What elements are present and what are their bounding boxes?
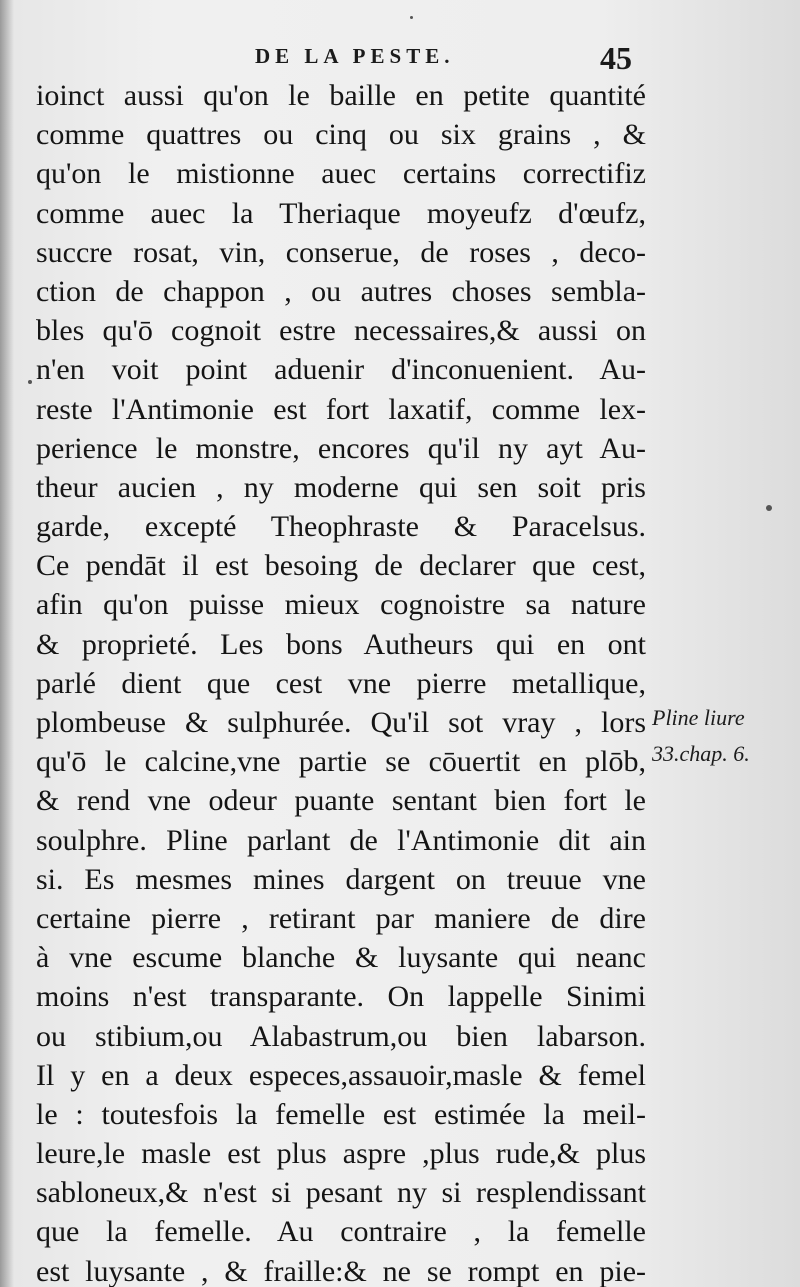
text-line: est luysante , & fraille:& ne se rompt en pie- — [36, 1254, 646, 1287]
text-line: qu'on le mistionne auec certains correctifiz — [36, 157, 646, 191]
text-line: Il y en a deux especes,assauoir,masle & femel — [36, 1058, 646, 1092]
text-line: ioinct aussi qu'on le baille en petite quantité — [36, 79, 646, 112]
text-line: & proprieté. Les bons Autheurs qui en ont — [36, 627, 646, 661]
ink-speck — [766, 505, 772, 511]
text-line: si. Es mesmes mines dargent on treuue vne — [36, 862, 646, 896]
text-line: soulphre. Pline parlant de l'Antimonie dit ain — [36, 823, 646, 857]
page-number: 45 — [600, 40, 632, 76]
text-line: ction de chappon , ou autres choses sembla- — [36, 274, 646, 308]
text-line: reste l'Antimonie est fort laxatif, comme lex- — [36, 392, 646, 426]
ink-speck — [410, 16, 413, 19]
text-line: comme auec la Theriaque moyeufz d'œufz, — [36, 196, 646, 230]
margin-note-line: Pline liure — [652, 705, 745, 730]
margin-note — [652, 700, 750, 772]
text-line: que la femelle. Au contraire , la femelle — [36, 1215, 646, 1249]
ink-speck — [28, 380, 32, 384]
text-line: n'en voit point aduenir d'inconuenient. Au- — [36, 353, 646, 387]
text-line: sabloneux,& n'est si pesant ny si resplendissant — [36, 1176, 646, 1210]
text-line: bles qu'ō cognoit estre necessaires,& aussi on — [36, 314, 646, 348]
text-line: moins n'est transparante. On lappelle Sinimi — [36, 980, 646, 1014]
text-line: à vne escume blanche & luysante qui neanc — [36, 941, 646, 975]
text-line: certaine pierre , retirant par maniere de dire — [36, 901, 646, 935]
margin-note-line: 33.chap. 6. — [652, 741, 750, 766]
text-line: afin qu'on puisse mieux cognoistre sa nature — [36, 588, 646, 622]
text-line: ou stibium,ou Alabastrum,ou bien labarson. — [36, 1019, 646, 1053]
text-line: theur aucien , ny moderne qui sen soit pris — [36, 470, 646, 504]
text-line: Ce pendāt il est besoing de declarer que cest, — [36, 549, 646, 583]
text-line: plombeuse & sulphurée. Qu'il sot vray , lors — [36, 706, 646, 739]
text-line: succre rosat, vin, conserue, de roses , deco- — [36, 235, 646, 269]
text-line: garde, excepté Theophraste & Paracelsus. — [36, 510, 646, 544]
text-line: parlé dient que cest vne pierre metallique, — [36, 666, 646, 700]
text-line: perience le monstre, encores qu'il ny ayt Au- — [36, 431, 646, 465]
text-line: comme quattres ou cinq ou six grains , & — [36, 118, 646, 152]
text-line: leure,le masle est plus aspre ,plus rude,& plus — [36, 1137, 646, 1171]
text-line: le : toutesfois la femelle est estimée la meil- — [36, 1097, 646, 1131]
running-title: DE LA PESTE. — [255, 44, 455, 68]
text-line: qu'ō le calcine,vne partie se cōuertit en plōb, — [36, 745, 646, 779]
text-line: & rend vne odeur puante sentant bien fort le — [36, 784, 646, 818]
body-text — [36, 76, 646, 1287]
